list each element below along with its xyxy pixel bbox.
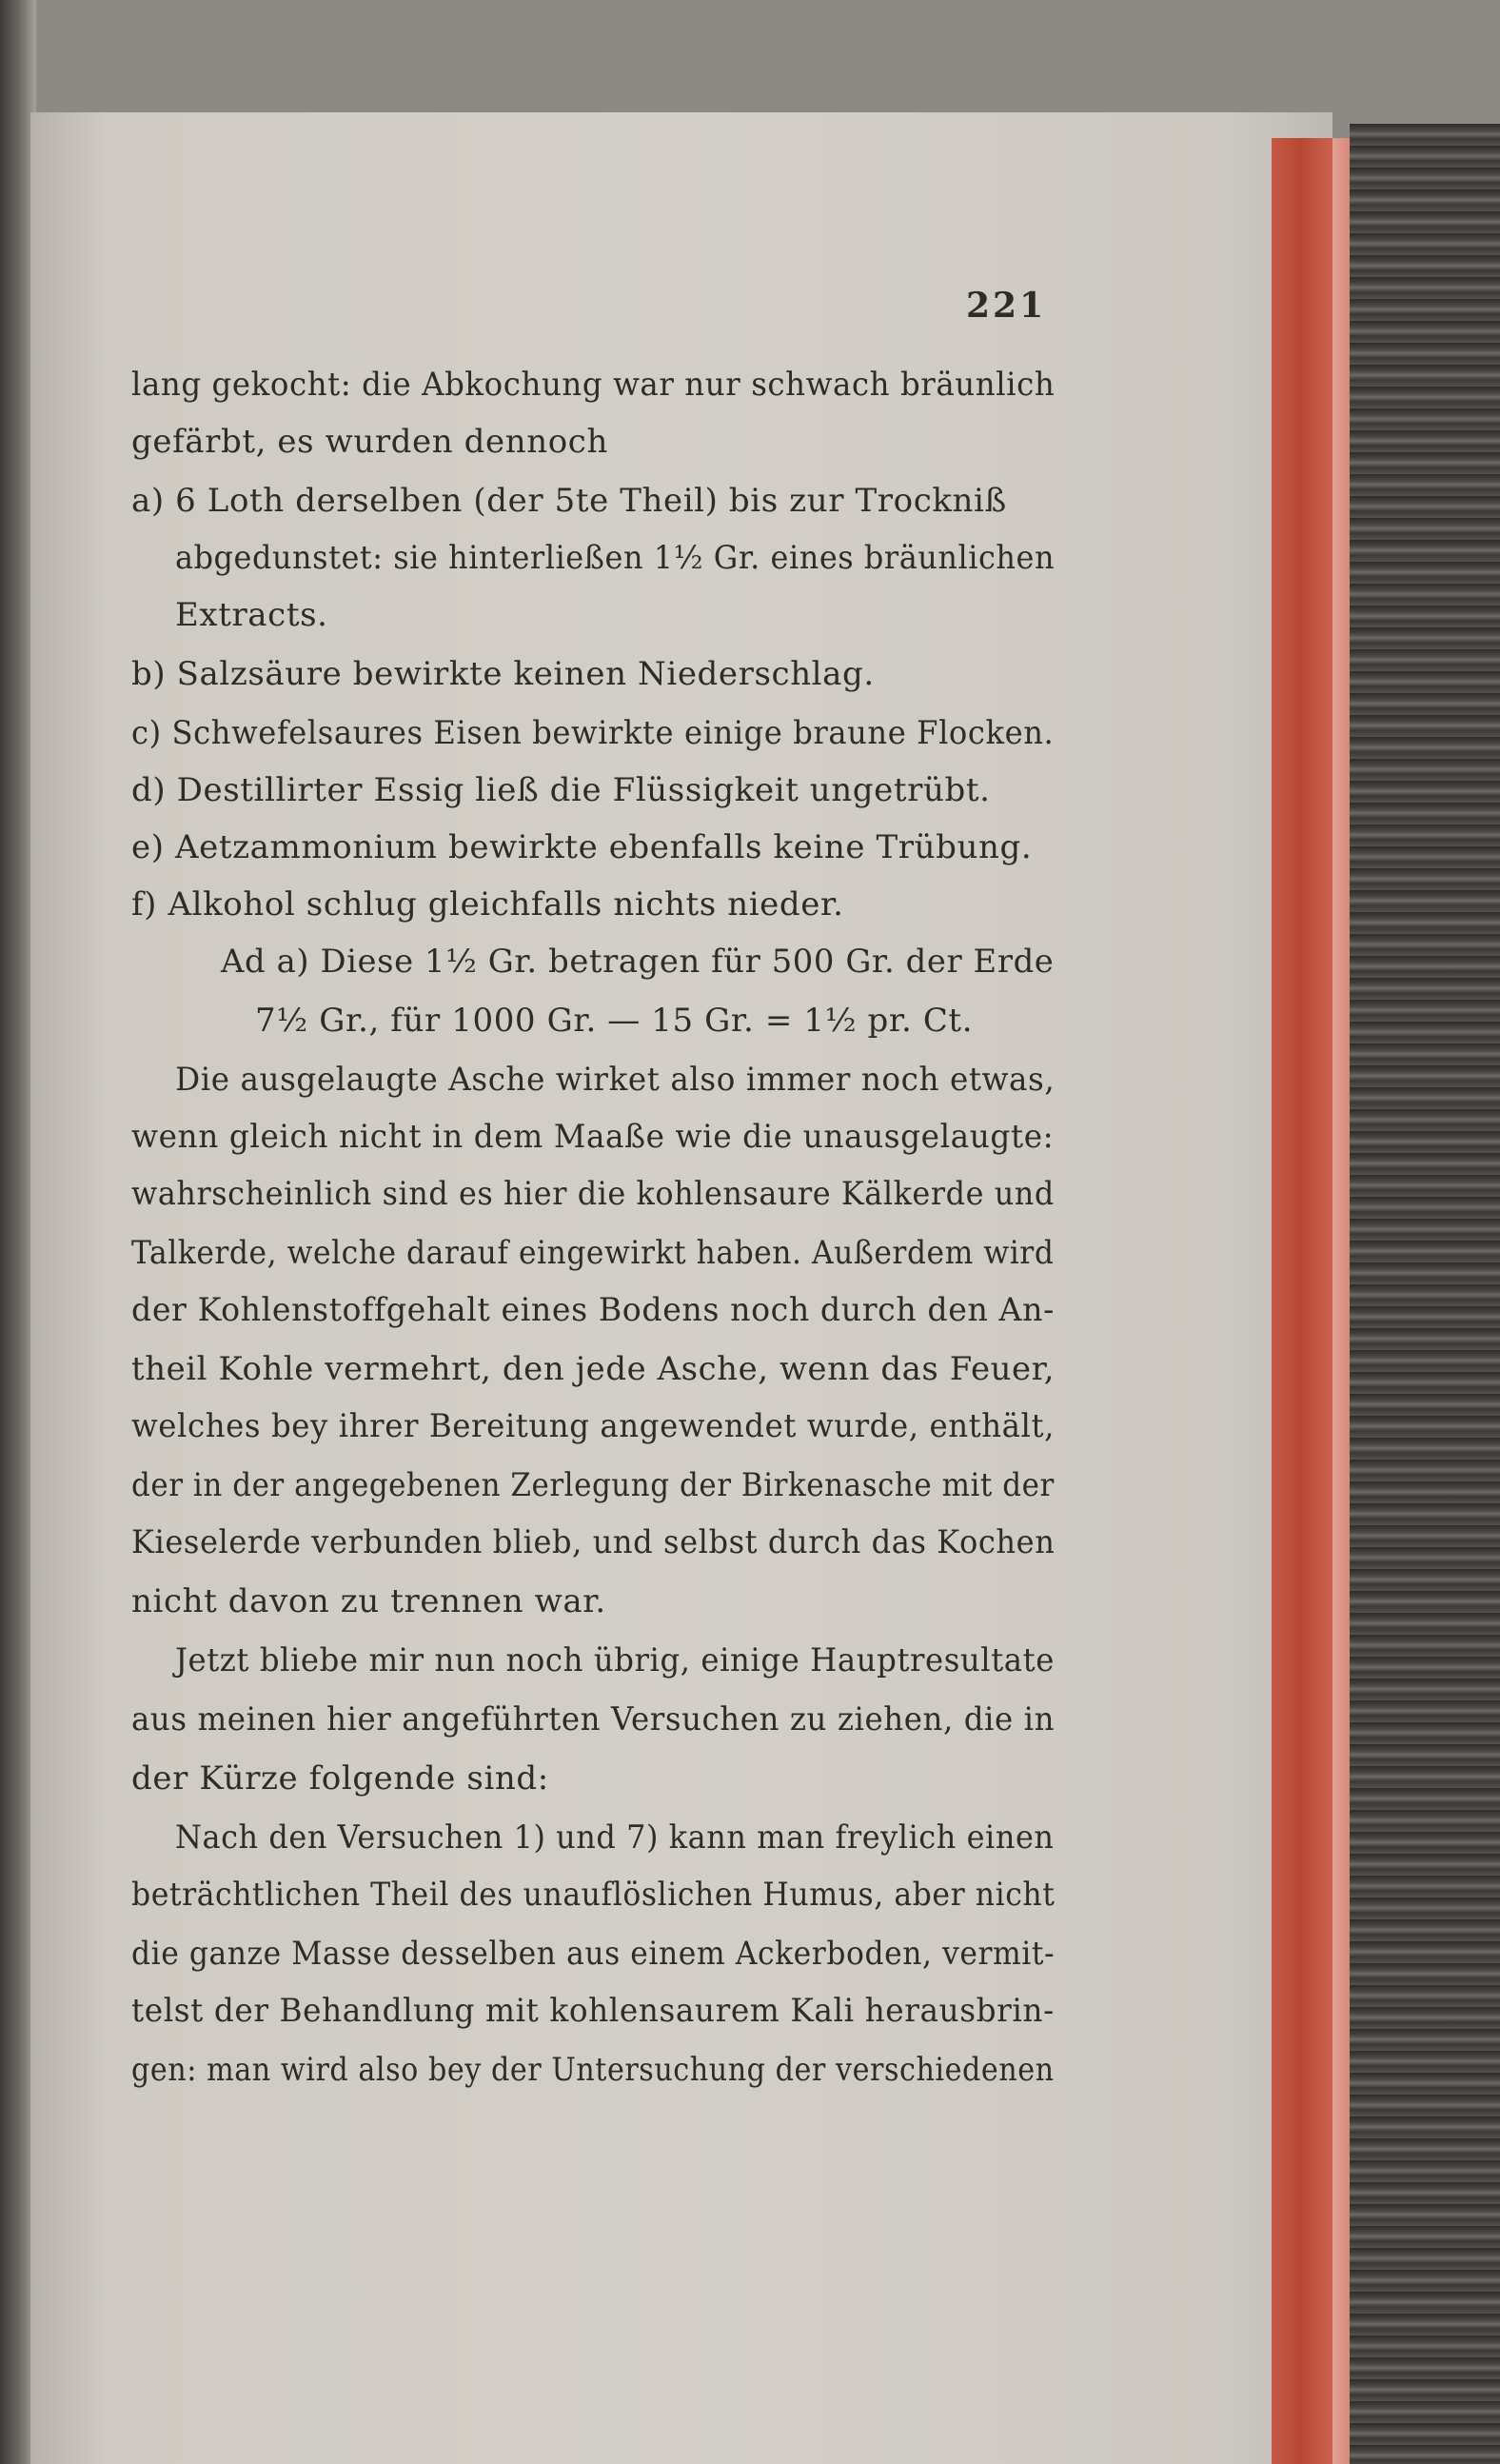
text-line: 7½ Gr., für 1000 Gr. — 15 Gr. = 1½ pr. Ct. <box>255 1002 974 1040</box>
text-line: welches bey ihrer Bereitung angewendet wurde, enthält, <box>131 1407 1055 1445</box>
text-line: Talkerde, welche darauf eingewirkt haben. Außerdem wird <box>131 1234 1055 1272</box>
text-line: telst der Behandlung mit kohlensaurem Kali herausbrin- <box>131 1992 1055 2030</box>
text-line: abgedunstet: sie hinterließen 1½ Gr. eines bräunlichen <box>175 539 1056 577</box>
page-paper <box>30 112 1332 2464</box>
text-line: lang gekocht: die Abkochung war nur schwach bräunlich <box>131 366 1056 404</box>
text-line: b) Salzsäure bewirkte keinen Niederschlag. <box>131 655 875 693</box>
text-line: c) Schwefelsaures Eisen bewirkte einige braune Flocken. <box>131 714 1055 752</box>
text-line: Extracts. <box>175 596 328 634</box>
red-page-edge <box>1272 138 1334 2464</box>
book-cover-edge <box>1350 124 1500 2464</box>
text-line: Kieselerde verbunden blieb, und selbst durch das Kochen <box>131 1523 1056 1561</box>
text-line: beträchtlichen Theil des unauflöslichen Humus, aber nicht <box>131 1876 1056 1914</box>
text-line: d) Destillirter Essig ließ die Flüssigkeit ungetrübt. <box>131 771 991 809</box>
text-line: der Kürze folgende sind: <box>131 1759 549 1798</box>
page-edge-highlight <box>1332 138 1350 2464</box>
text-line: wenn gleich nicht in dem Maaße wie die unausgelaugte: <box>131 1118 1055 1156</box>
text-line: Die ausgelaugte Asche wirket also immer noch etwas, <box>175 1061 1056 1099</box>
text-line: theil Kohle vermehrt, den jede Asche, wenn das Feuer, <box>131 1350 1056 1388</box>
text-line: der in der angegebenen Zerlegung der Birkenasche mit der <box>131 1466 1055 1504</box>
text-line: Nach den Versuchen 1) und 7) kann man freylich einen <box>175 1818 1055 1857</box>
text-line: e) Aetzammonium bewirkte ebenfalls keine Trübung. <box>131 828 1033 866</box>
text-line: f) Alkohol schlug gleichfalls nichts nieder. <box>131 885 844 924</box>
text-line: der Kohlenstoffgehalt eines Bodens noch durch den An- <box>131 1291 1055 1329</box>
text-line: gen: man wird also bey der Untersuchung der verschiedenen <box>131 2051 1055 2089</box>
text-line: a) 6 Loth derselben (der 5te Theil) bis zur Trockniß <box>131 482 1007 520</box>
page-number: 221 <box>966 286 1047 326</box>
text-line: wahrscheinlich sind es hier die kohlensaure Kälkerde und <box>131 1175 1055 1213</box>
text-line: die ganze Masse desselben aus einem Ackerboden, vermit- <box>131 1935 1056 1973</box>
text-line: Jetzt bliebe mir nun noch übrig, einige Hauptresultate <box>175 1641 1055 1679</box>
text-line: gefärbt, es wurden dennoch <box>131 423 608 461</box>
text-line: aus meinen hier angeführten Versuchen zu ziehen, die in <box>131 1700 1056 1739</box>
text-line: Ad a) Diese 1½ Gr. betragen für 500 Gr. der Erde <box>221 943 1055 981</box>
text-line: nicht davon zu trennen war. <box>131 1582 606 1620</box>
